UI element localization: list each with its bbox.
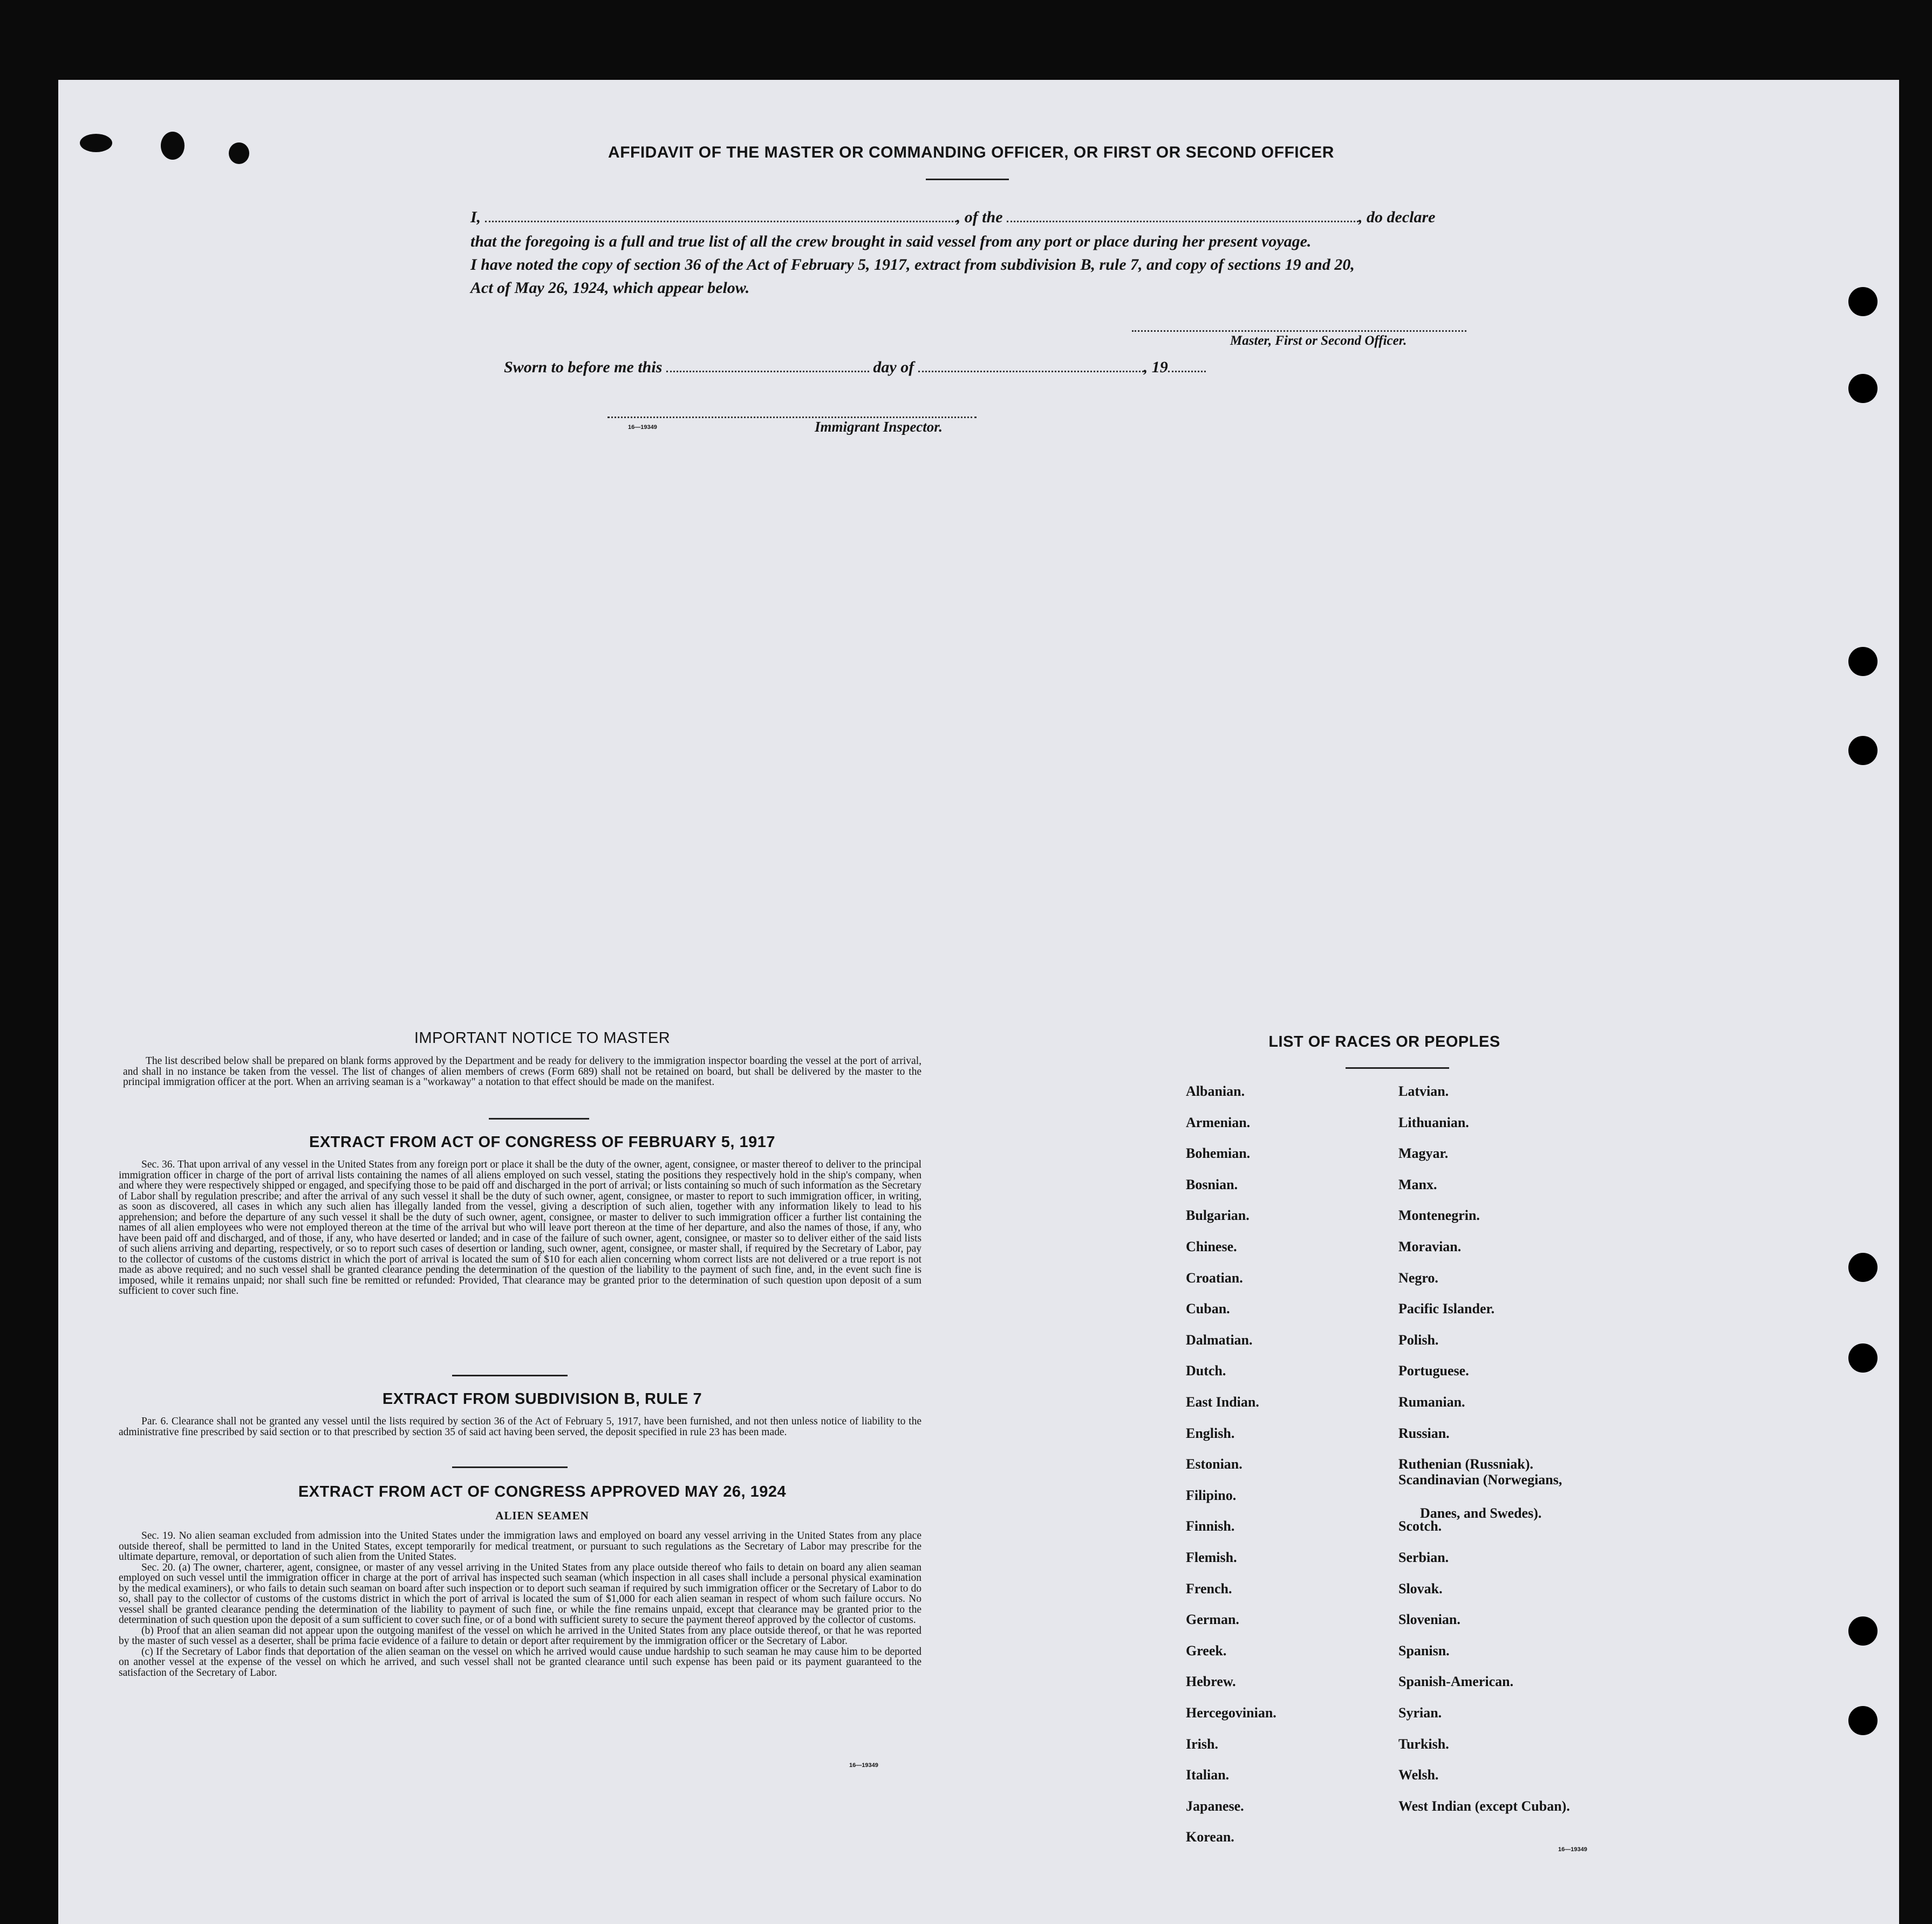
sec-36-text: Sec. 36. That upon arrival of any vessel in the United States from any foreign port or place it shall be the duty of the owner, agent, consignee, or master thereof to deliver to the principal immigration officer in charge of the port of arrival lists containing the names of all aliens employed on such vessel, stating the positions they respectively hold in the ship's company, when and where they were respectively shipped or engaged, and specifying those to be paid off and discharged in the port of arrival; or lists containing so much of such information as the Secretary of Labor shall by regulation prescribe; and after the arrival of any such vessel it shall be the duty of such owner, agent, consignee, or master to report to such immigration officer, in writing, as soon as discovered, all cases in which any such alien has illegally landed from the vessel, giving a description of such alien, together with any information likely to lead to his apprehension; and before the departure of any such vessel it shall be the duty of such owner, agent, consignee, or master to deliver to such immigration officer a further list containing the names of all alien employees who were not employed thereon at the time of the arrival but who will leave port thereon at the time of her departure, and also the names of those, if any, who have been paid off and discharged, and of those, if any, who have deserted or landed; and in case of the failure of such owner, agent, consignee, or master so to deliver either of the said lists of such aliens arriving and departing, respectively, or so to report such cases of desertion or landing, such owner, agent, consignee, or master shall, if required by the Secretary of Labor, pay to the collector of customs of the customs district in which the port of arrival is located the sum of $10 for each alien concerning whom correct lists are not delivered or a true report is not made as above required; and no such vessel shall be granted clearance pending the determination of the question of the liability to the payment of such fine, and, in the event such fine is imposed, while it remains unpaid; nor shall such fine be remitted or refunded: Provided, That clearance may be granted prior to the determination of such question upon deposit of a sum sufficient to cover such fine. <box>119 1159 921 1297</box>
inspector-label: Immigrant Inspector. <box>815 419 943 435</box>
sec-19-text: Sec. 19. No alien seaman excluded from admission into the United States under the immigration laws and employed on board any vessel arriving in the United States from any place outside thereof, shall be permitted to land in the United States, except temporarily for medical treatment, or pursuant to such regulations as the Secretary of Labor may prescribe for the ultimate departure, removal, or deportation of such alien from the United States. <box>119 1530 921 1563</box>
extract-1917-title: EXTRACT FROM ACT OF CONGRESS OF FEBRUARY 5, 1917 <box>309 1134 776 1151</box>
race-item: Dutch. <box>1186 1363 1226 1379</box>
form-number: 16—19349 <box>628 424 657 431</box>
race-item: Bulgarian. <box>1186 1207 1250 1224</box>
affidavit-declaration-line <box>470 208 1489 227</box>
master-label: Master, First or Second Officer. <box>1230 333 1407 348</box>
race-item: Ruthenian (Russniak). <box>1398 1456 1533 1472</box>
race-item: Syrian. <box>1398 1705 1442 1721</box>
notice-text: The list described below shall be prepared on blank forms approved by the Department and be ready for delivery to the immigration inspector boarding the vessel at the port of arrival, and shall in no instance be taken from the vessel. The list of changes of alien members of crews (Form 689) shall not be retained on board, but shall be delivered by the master to the principal immigration officer at the port. When an arriving seaman is a "workaway" a notation to that effect should be made on the manifest. <box>123 1055 921 1088</box>
race-item: Serbian. <box>1398 1550 1449 1565</box>
race-item: English. <box>1186 1425 1235 1441</box>
punch-hole <box>1848 1253 1878 1282</box>
race-item: Montenegrin. <box>1398 1207 1480 1224</box>
race-item: Cuban. <box>1186 1301 1230 1317</box>
race-item: Chinese. <box>1186 1239 1237 1254</box>
race-item: Armenian. <box>1186 1114 1251 1130</box>
races-title: LIST OF RACES OR PEOPLES <box>1268 1033 1500 1050</box>
ink-blot <box>229 142 249 164</box>
race-item: East Indian. <box>1186 1394 1259 1410</box>
punch-hole <box>1848 374 1878 403</box>
race-item: Pacific Islander. <box>1398 1301 1495 1317</box>
race-item: Magyar. <box>1398 1145 1449 1162</box>
race-item: Spanisn. <box>1398 1642 1450 1659</box>
race-item: Latvian. <box>1398 1083 1449 1099</box>
sworn-prefix: Sworn to before me this <box>504 358 663 376</box>
race-item: Rumanian. <box>1398 1394 1465 1410</box>
race-item: French. <box>1186 1580 1232 1596</box>
race-item: Filipino. <box>1186 1487 1237 1503</box>
i-label: I, <box>470 208 481 226</box>
affidavit-text-line: I have noted the copy of section 36 of the Act of February 5, 1917, extract from subdivision B, rule 7, and copy of sections 19 and 20, <box>470 256 1355 274</box>
race-item: Polish. <box>1398 1332 1439 1348</box>
sworn-month-field[interactable] <box>918 371 1144 372</box>
extract-1924-title: EXTRACT FROM ACT OF CONGRESS APPROVED MAY 26, 1924 <box>298 1483 787 1500</box>
race-item: Welsh. <box>1398 1767 1439 1783</box>
master-signature-line[interactable] <box>1132 330 1466 332</box>
race-item: Russian. <box>1398 1425 1450 1441</box>
punch-hole <box>1848 1343 1878 1373</box>
sworn-year-field[interactable] <box>1168 371 1206 372</box>
par-6-text: Par. 6. Clearance shall not be granted any vessel until the lists required by section 36 of the Act of February 5, 1917, have been furnished, and not then unless notice of liability to the administrative fine prescribed by said section or to that prescribed by section 35 of said act having been served, the deposit specified in rule 23 has been made. <box>119 1416 921 1438</box>
extract-1917-body <box>119 1159 921 1297</box>
race-item: Scotch. <box>1398 1518 1442 1534</box>
race-item: Albanian. <box>1186 1083 1245 1099</box>
inspector-signature-line[interactable] <box>607 417 977 418</box>
race-item: Slovak. <box>1398 1580 1443 1596</box>
race-item: Japanese. <box>1186 1798 1244 1814</box>
race-item: Flemish. <box>1186 1550 1237 1565</box>
divider <box>489 1118 589 1120</box>
race-item: Turkish. <box>1398 1736 1449 1752</box>
punch-hole <box>1848 647 1878 676</box>
sec-20c-text: (c) If the Secretary of Labor finds that deportation of the alien seaman on the vessel on which he arrived would cause undue hardship to such seaman he may cause him to be deported on another vessel at the expense of the vessel on which he arrived, and such vessel shall not be granted clearance until such expense has been paid or its payment guaranteed to the satisfaction of the Secretary of Labor. <box>119 1646 921 1679</box>
race-item: Greek. <box>1186 1642 1227 1659</box>
extract-rule7-title: EXTRACT FROM SUBDIVISION B, RULE 7 <box>382 1390 702 1408</box>
day-of-label: day of <box>873 358 914 376</box>
race-item: Korean. <box>1186 1829 1234 1845</box>
extract-rule7-body <box>119 1416 921 1437</box>
race-item: Moravian. <box>1398 1239 1462 1254</box>
race-item: Spanish-American. <box>1398 1674 1514 1690</box>
sworn-line <box>504 358 1313 377</box>
sec-20b-text: (b) Proof that an alien seaman did not appear upon the outgoing manifest of the vessel on which he arrived in the United States from any place outside thereof, or that he was reported by the master of such vessel as a deserter, shall be prima facie evidence of a failure to detain or deport after requirement by the immigration officer or the Secretary of Labor. <box>119 1625 921 1647</box>
race-item: Hebrew. <box>1186 1674 1236 1690</box>
race-item: Finnish. <box>1186 1518 1235 1534</box>
alien-seamen-subtitle: ALIEN SEAMEN <box>495 1509 589 1522</box>
year-label: , 19 <box>1143 358 1168 376</box>
race-item: Irish. <box>1186 1736 1218 1752</box>
race-item: Scandinavian (Norwegians, <box>1398 1472 1562 1488</box>
race-item: Portuguese. <box>1398 1363 1469 1379</box>
race-item: Italian. <box>1186 1767 1230 1783</box>
race-item: Danes, and Swedes). <box>1420 1505 1542 1521</box>
race-item: Croatian. <box>1186 1270 1243 1286</box>
sworn-day-field[interactable] <box>666 371 869 372</box>
race-item: Negro. <box>1398 1270 1438 1286</box>
vessel-field[interactable] <box>1007 221 1358 222</box>
punch-hole <box>1848 1706 1878 1735</box>
race-item: Lithuanian. <box>1398 1114 1469 1130</box>
extract-1924-body <box>119 1531 921 1678</box>
race-item: Slovenian. <box>1398 1612 1460 1628</box>
divider <box>452 1466 568 1468</box>
punch-hole <box>1848 1616 1878 1646</box>
affidavit-text-line: Act of May 26, 1924, which appear below. <box>470 279 750 297</box>
name-field[interactable] <box>485 221 957 222</box>
affidavit-title: AFFIDAVIT OF THE MASTER OR COMMANDING OFFICER, OR FIRST OR SECOND OFFICER <box>608 144 1334 161</box>
declare-label: , do declare <box>1358 208 1436 226</box>
punch-hole <box>1848 287 1878 316</box>
divider <box>452 1375 568 1376</box>
punch-hole <box>1848 736 1878 765</box>
race-item: Hercegovinian. <box>1186 1705 1276 1721</box>
form-number: 16—19349 <box>849 1762 878 1769</box>
race-item: West Indian (except Cuban). <box>1398 1798 1570 1814</box>
ink-blot <box>161 132 185 160</box>
divider <box>1346 1067 1449 1069</box>
ink-blot <box>80 134 112 152</box>
race-item: Estonian. <box>1186 1456 1243 1472</box>
form-number: 16—19349 <box>1558 1846 1587 1853</box>
notice-title: IMPORTANT NOTICE TO MASTER <box>414 1029 671 1047</box>
race-item: German. <box>1186 1612 1239 1628</box>
sec-20a-text: Sec. 20. (a) The owner, charterer, agent, consignee, or master of any vessel arriving in the United States from any place outside thereof who fails to detain on board any alien seaman employed on such vessel until the immigration officer in charge at the port of arrival has inspected such seaman (which inspection in all cases shall include a personal physical examination by the medical examiners), or who fails to detain such seaman on board after such inspection or to deport such seaman if required by such immigration officer or the Secretary of Labor to do so, shall pay to the collector of customs of the customs district in which the port of arrival is located the sum of $1,000 for each alien seaman in respect of whom such failure occurs. No vessel shall be granted clearance pending the determination of the liability to payment of such fine, or while the fine remains unpaid, except that clearance may be granted prior to the determination of such question upon the deposit of a sum sufficient to cover such fine, or of a bond with sufficient surety to secure the payment thereof approved by the collector of customs. <box>119 1561 921 1626</box>
notice-body <box>123 1056 921 1088</box>
race-item: Bohemian. <box>1186 1145 1251 1162</box>
race-item: Bosnian. <box>1186 1176 1238 1192</box>
affidavit-text-line: that the foregoing is a full and true list of all the crew brought in said vessel from any port or place during her present voyage. <box>470 233 1312 250</box>
of-the-label: , of the <box>956 208 1003 226</box>
divider <box>926 179 1009 180</box>
race-item: Manx. <box>1398 1176 1437 1192</box>
race-item: Dalmatian. <box>1186 1332 1253 1348</box>
